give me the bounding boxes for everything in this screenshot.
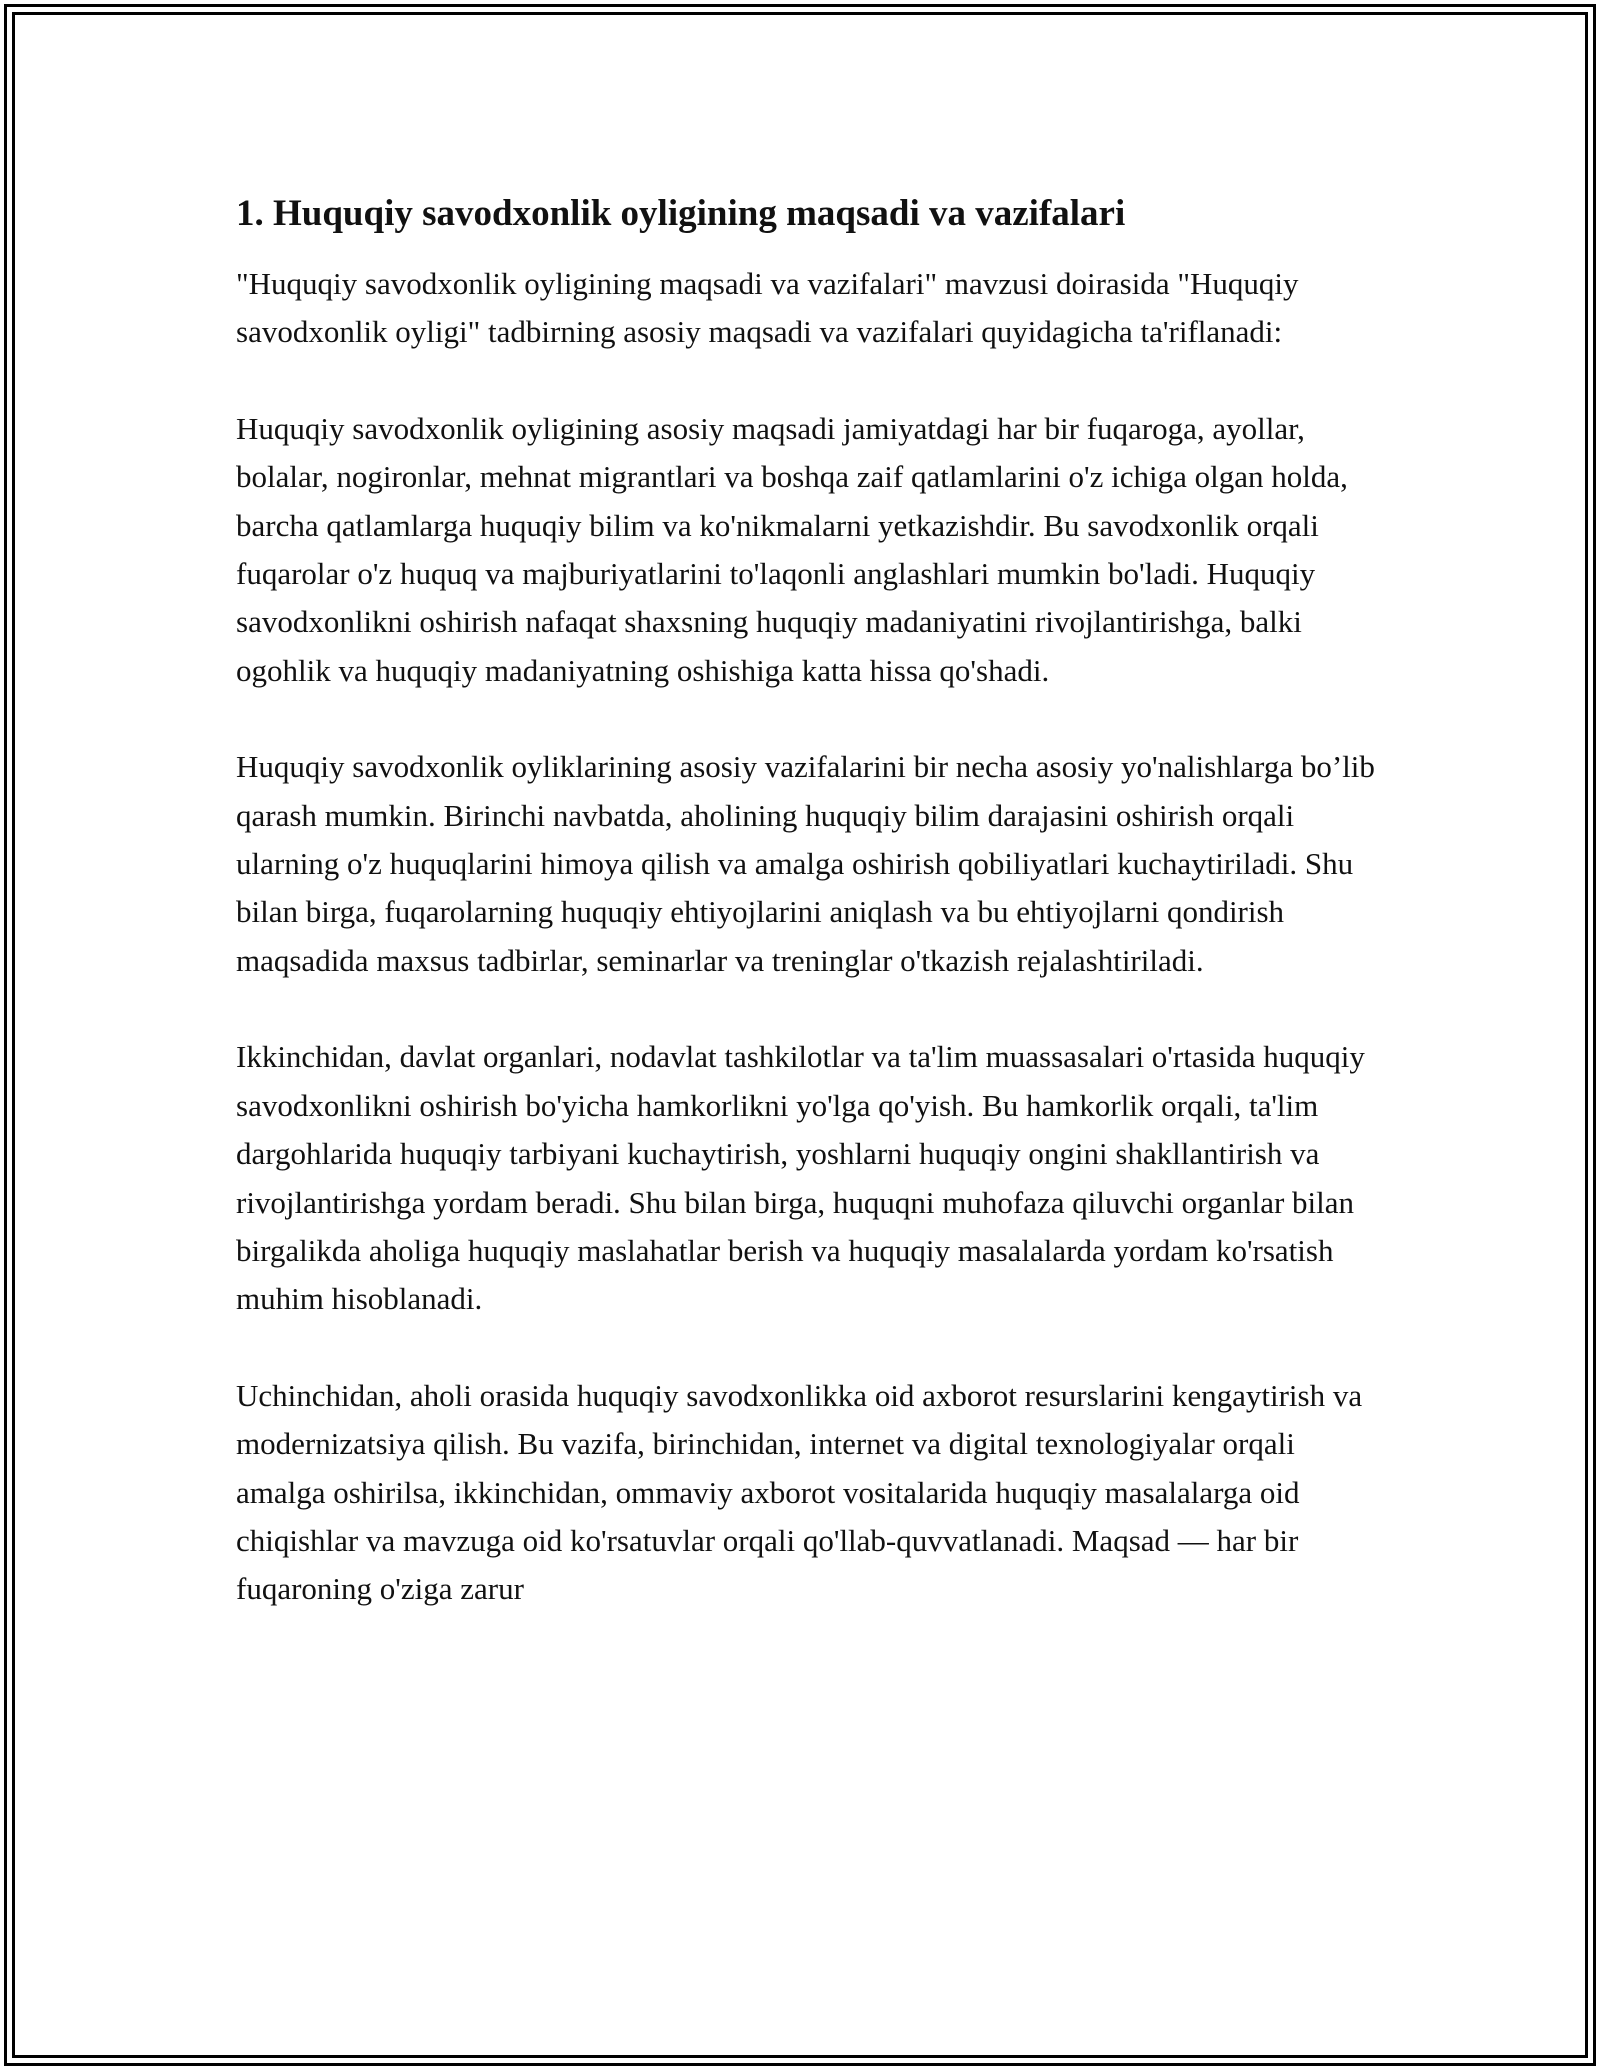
paragraph-second: Ikkinchidan, davlat organlari, nodavlat tashkilotlar va ta'lim muassasalari o'rtasida huquqiy savodxonlikni oshirish bo'yicha hamkorlikni yo'lga qo'yish. Bu hamkorlik orqali, ta'lim dargohlarida huquqiy tarbiyani kuchaytirish, yoshlarni huquqiy ongini shakllantirish va rivojlantirishga yordam beradi. Shu bilan birga, huquqni muhofaza qiluvchi organlar bilan birgalikda aholiga huquqiy maslahatlar berish va huquqiy masalalarda yordam ko'rsatish muhim hisoblanadi.: [236, 1039, 1365, 1317]
paragraph-intro: "Huquqiy savodxonlik oyligining maqsadi va vazifalari" mavzusi doirasida "Huquqiy savodxonlik oyligi" tadbirning asosiy maqsadi va vazifalari quyidagicha ta'riflanadi:: [236, 266, 1299, 350]
section-heading: 1. Huquqiy savodxonlik oyligining maqsadi va vazifalari: [236, 193, 1126, 234]
document-body: [236, 190, 1376, 1662]
paragraph-main-goal: Huquqiy savodxonlik oyligining asosiy maqsadi jamiyatdagi har bir fuqaroga, ayollar, bolalar, nogironlar, mehnat migrantlari va boshqa zaif qatlamlarini o'z ichiga olgan holda, barcha qatlamlarga huquqiy bilim va ko'nikmalarni yetkazishdir. Bu savodxonlik orqali fuqarolar o'z huquq va majburiyatlarini to'laqonli anglashlari mumkin bo'ladi. Huquqiy savodxonlikni oshirish nafaqat shaxsning huquqiy madaniyatini rivojlantirishga, balki ogohlik va huquqiy madaniyatning oshishiga katta hissa qo'shadi.: [236, 410, 1348, 688]
paragraph-tasks: Huquqiy savodxonlik oyliklarining asosiy vazifalarini bir necha asosiy yo'nalishlarga bo’lib qarash mumkin. Birinchi navbatda, aholining huquqiy bilim darajasini oshirish orqali ularning o'z huquqlarini himoya qilish va amalga oshirish qobiliyatlari kuchaytiriladi. Shu bilan birga, fuqarolarning huquqiy ehtiyojlarini aniqlash va bu ehtiyojlarni qondirish maqsadida maxsus tadbirlar, seminarlar va treninglar o'tkazish rejalashtiriladi.: [236, 749, 1375, 978]
paragraph-third: Uchinchidan, aholi orasida huquqiy savodxonlikka oid axborot resurslarini kengaytirish va modernizatsiya qilish. Bu vazifa, birinchidan, internet va digital texnologiyalar orqali amalga oshirilsa, ikkinchidan, ommaviy axborot vositalarida huquqiy masalalarga oid chiqishlar va mavzuga oid ko'rsatuvlar orqali qo'llab-quvvatlanadi. Maqsad — har bir fuqaroning o'ziga zarur: [236, 1377, 1363, 1607]
